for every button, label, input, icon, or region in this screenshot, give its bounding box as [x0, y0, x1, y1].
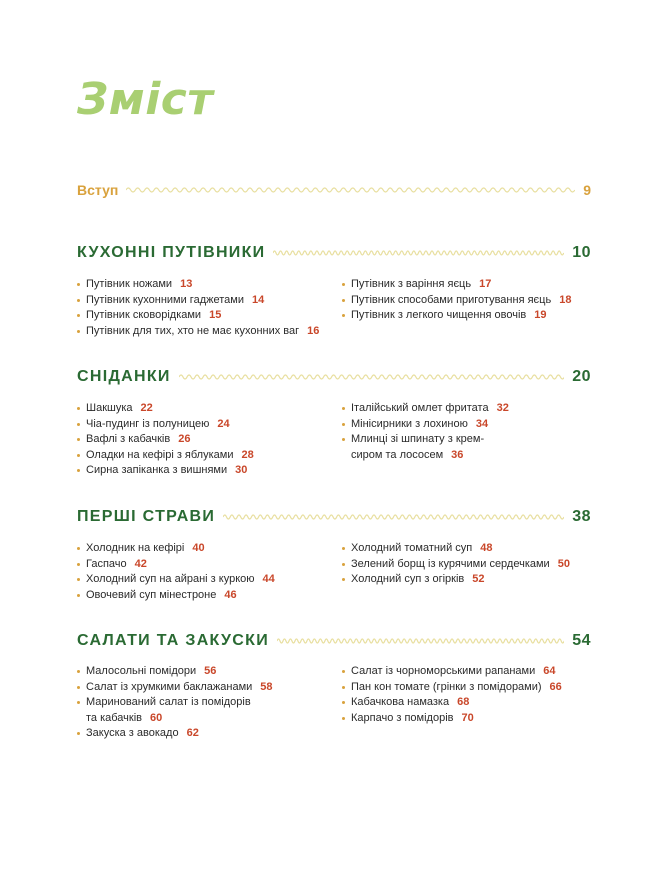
section-2-left-list — [77, 541, 275, 603]
toc-entry[interactable] — [77, 448, 254, 464]
section-3-right-list — [342, 664, 562, 726]
toc-entry[interactable] — [77, 401, 254, 417]
entry-title: Маринований салат із помідорів — [86, 696, 251, 708]
entry-page-number: 70 — [461, 711, 474, 724]
section-title: САЛАТИ ТА ЗАКУСКИ — [77, 632, 269, 649]
entry-title: Кабачкова намазка — [351, 696, 450, 708]
toc-intro-row[interactable] — [77, 182, 591, 198]
entry-page-number: 40 — [192, 542, 205, 554]
entry-page-number: 34 — [475, 417, 489, 430]
entry-title: Зелений борщ із курячими сердечками — [351, 557, 550, 570]
entry-page-number: 30 — [235, 464, 248, 476]
entry-page-number: 62 — [186, 727, 199, 739]
entry-title: Путівник ножами — [86, 278, 173, 290]
entry-title: Путівник для тих, хто не має кухонних ваг — [86, 324, 300, 337]
entry-title: Закуска з авокадо — [86, 727, 179, 739]
entry-page-number: 50 — [557, 557, 570, 570]
entry-title: Салат із хрумкими баклажанами — [86, 680, 253, 693]
entry-title: Путівник кухонними гаджетами — [86, 293, 244, 306]
entry-title: Млинці зі шпинату з крем- — [351, 433, 485, 445]
entry-title: Холодний суп з огірків — [351, 573, 465, 585]
entry-title: Карпачо з помідорів — [351, 711, 454, 724]
toc-entry[interactable] — [342, 401, 509, 417]
entry-page-number: 24 — [217, 417, 230, 430]
toc-entry[interactable] — [342, 572, 570, 588]
intro-page-number: 9 — [583, 182, 591, 198]
entry-title: Путівник з варіння яєць — [351, 278, 472, 290]
entry-title: Овочевий суп мінестроне — [86, 588, 217, 601]
wavy-divider — [277, 636, 564, 646]
toc-entry[interactable] — [342, 664, 562, 680]
toc-entry[interactable] — [77, 277, 319, 293]
toc-entry[interactable] — [77, 541, 275, 557]
entry-title: Салат із чорноморськими рапанами — [351, 665, 536, 677]
toc-entry-continuation[interactable] — [342, 448, 509, 464]
toc-entry[interactable] — [342, 557, 570, 573]
section-page-number: 38 — [572, 508, 591, 525]
entry-page-number: 28 — [241, 448, 254, 461]
toc-entry[interactable] — [77, 293, 319, 309]
section-title: ПЕРШІ СТРАВИ — [77, 508, 216, 525]
entry-title: Путівник сковорідками — [86, 309, 202, 321]
entry-page-number: 60 — [150, 711, 163, 724]
entry-page-number: 16 — [307, 324, 320, 337]
entry-title: Малосольні помідори — [86, 665, 197, 677]
entry-title: Путівник з легкого чищення овочів — [351, 309, 527, 321]
entry-page-number: 44 — [262, 573, 275, 585]
section-2-right-list — [342, 541, 570, 588]
wavy-divider — [223, 512, 564, 522]
toc-entry[interactable] — [77, 557, 275, 573]
entry-title: Вафлі з кабачків — [86, 433, 171, 445]
toc-entry[interactable] — [342, 277, 571, 293]
entry-title: Оладки на кефірі з яблуками — [86, 448, 234, 461]
entry-page-number: 17 — [479, 278, 492, 290]
toc-entry-continuation[interactable] — [77, 711, 273, 727]
section-0-right-list — [342, 277, 571, 324]
entry-page-number: 15 — [209, 309, 222, 321]
entry-title: та кабачків — [86, 711, 143, 724]
section-1-right-list — [342, 401, 509, 463]
toc-entry[interactable] — [77, 432, 254, 448]
toc-entry[interactable] — [77, 680, 273, 696]
entry-page-number: 26 — [178, 433, 191, 445]
section-page-number: 54 — [572, 632, 591, 649]
entry-page-number: 56 — [204, 665, 217, 677]
entry-page-number: 42 — [134, 557, 147, 570]
toc-entry[interactable] — [342, 417, 509, 433]
entry-page-number: 52 — [472, 573, 485, 585]
toc-entry[interactable] — [77, 726, 273, 742]
entry-title: Холодний суп на айрані з куркою — [86, 573, 255, 585]
section-0-left-list — [77, 277, 319, 339]
toc-entry[interactable] — [77, 664, 273, 680]
section-heading-first-courses[interactable] — [77, 508, 591, 526]
wavy-divider — [126, 185, 575, 195]
entry-title: Холодний томатний суп — [351, 542, 473, 554]
entry-page-number: 66 — [549, 680, 562, 693]
entry-title: Сирна запіканка з вишнями — [86, 464, 228, 476]
section-heading-breakfasts[interactable] — [77, 368, 591, 386]
section-3-left-list — [77, 664, 273, 742]
entry-title: Мінісирники з лохиною — [351, 417, 468, 430]
entry-title: сиром та лососем — [351, 448, 444, 461]
entry-page-number: 19 — [534, 309, 547, 321]
entry-title: Чіа-пудинг із полуницею — [86, 417, 210, 430]
toc-entry[interactable] — [77, 324, 319, 340]
toc-entry[interactable] — [77, 695, 273, 711]
toc-entry[interactable] — [342, 293, 571, 309]
entry-page-number: 58 — [260, 680, 273, 693]
section-heading-kitchen-guides[interactable] — [77, 244, 591, 262]
entry-page-number: 68 — [457, 696, 470, 708]
toc-entry[interactable] — [77, 417, 254, 433]
section-page-number: 20 — [572, 368, 591, 385]
toc-entry[interactable] — [342, 695, 562, 711]
toc-entry[interactable] — [342, 711, 562, 727]
entry-page-number: 64 — [543, 665, 556, 677]
section-heading-salads-snacks[interactable] — [77, 632, 591, 650]
page-title: Зміст — [77, 74, 214, 125]
entry-page-number: 13 — [180, 278, 193, 290]
toc-entry[interactable] — [77, 572, 275, 588]
toc-entry[interactable] — [342, 432, 509, 448]
entry-title: Путівник способами приготування яєць — [351, 293, 552, 306]
entry-page-number: 22 — [140, 402, 153, 414]
toc-entry[interactable] — [77, 308, 319, 324]
section-1-left-list — [77, 401, 254, 479]
entry-page-number: 36 — [451, 448, 464, 461]
entry-page-number: 46 — [224, 588, 237, 601]
toc-entry[interactable] — [77, 463, 254, 479]
entry-title: Італійський омлет фритата — [351, 402, 489, 414]
toc-entry[interactable] — [342, 541, 570, 557]
entry-page-number: 32 — [496, 402, 509, 414]
wavy-divider — [273, 248, 564, 258]
entry-title: Пан кон томате (грінки з помідорами) — [351, 680, 542, 693]
entry-page-number: 48 — [480, 542, 493, 554]
toc-entry[interactable] — [342, 308, 571, 324]
wavy-divider — [179, 372, 564, 382]
section-title: КУХОННІ ПУТІВНИКИ — [77, 244, 266, 261]
entry-title: Гаспачо — [86, 557, 127, 570]
section-page-number: 10 — [572, 244, 591, 261]
entry-page-number: 18 — [559, 293, 572, 306]
entry-title: Холодник на кефірі — [86, 542, 185, 554]
entry-page-number: 14 — [251, 293, 265, 306]
toc-entry[interactable] — [77, 588, 275, 604]
intro-title: Вступ — [77, 182, 119, 198]
toc-entry[interactable] — [342, 680, 562, 696]
section-title: СНІДАНКИ — [77, 368, 171, 385]
entry-title: Шакшука — [86, 402, 133, 414]
